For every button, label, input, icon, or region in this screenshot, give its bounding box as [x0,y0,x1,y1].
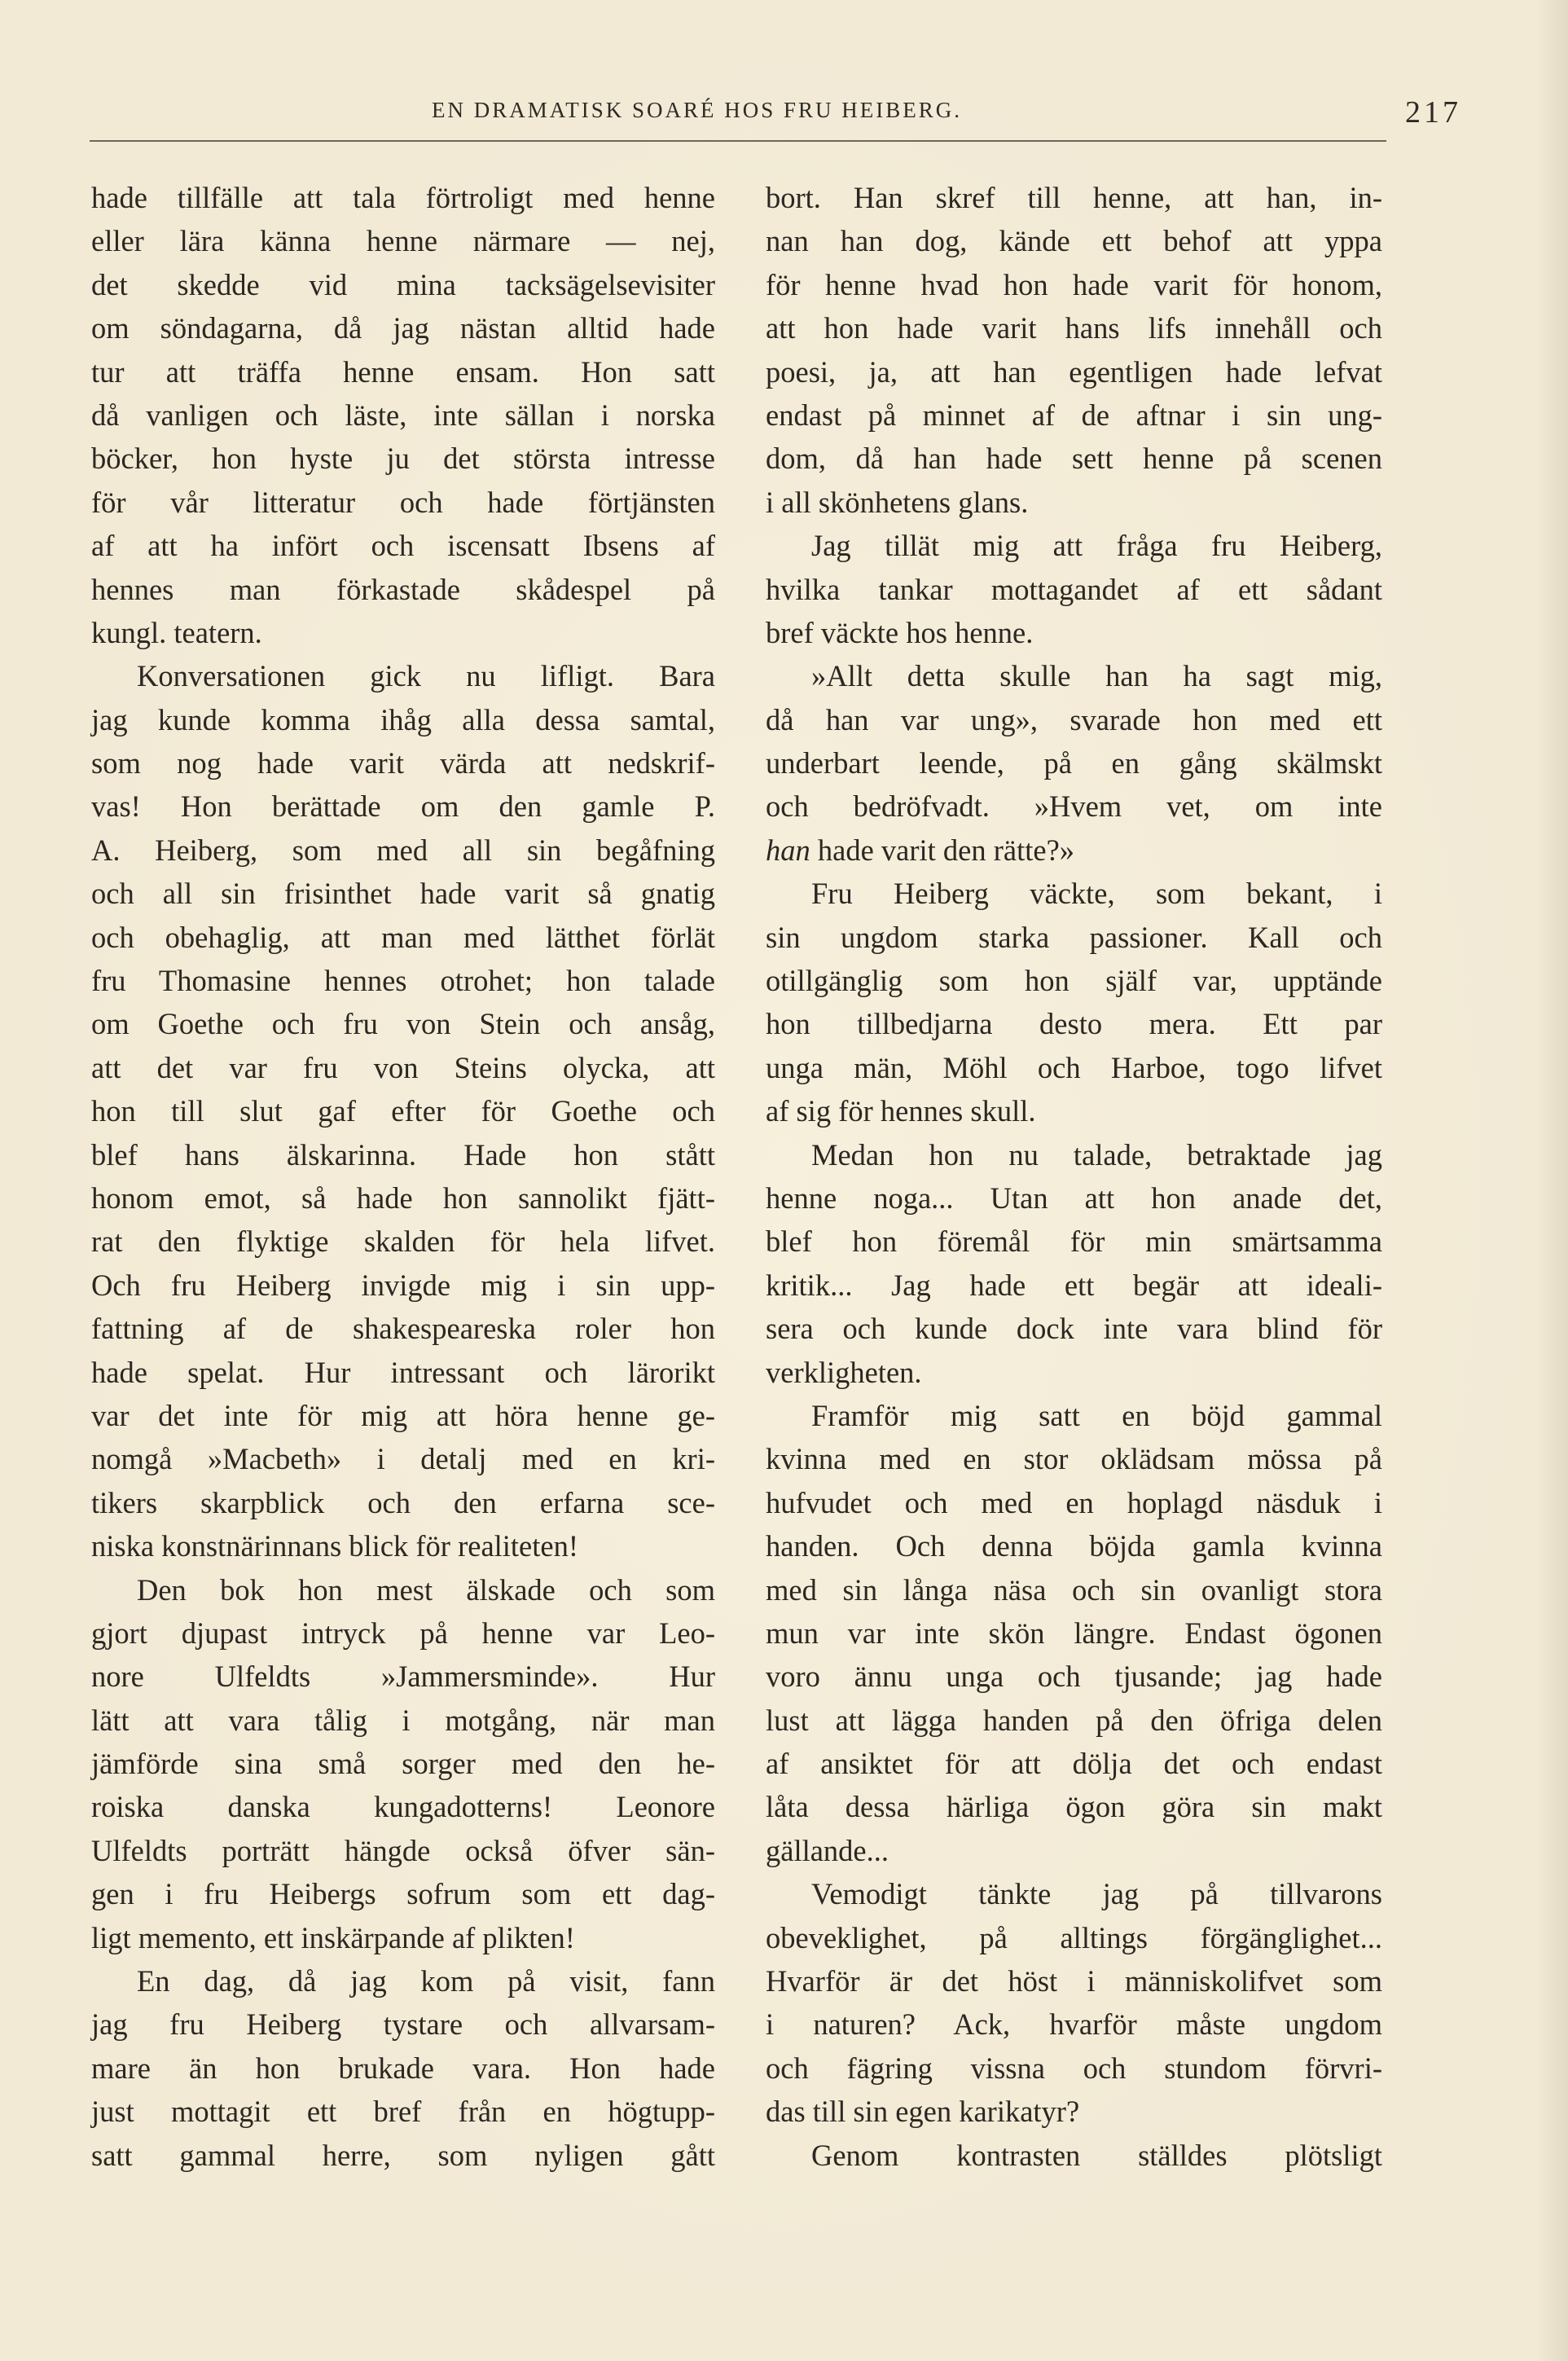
text-line: handen. Och denna böjda gamla kvinna [766,1529,1382,1563]
text-line: henne noga... Utan att hon anade det, [766,1180,1382,1215]
text-line: fru Thomasine hennes otrohet; hon talade [91,964,715,998]
text-line: lätt att vara tålig i motgång, när man [91,1703,715,1737]
text-line: nore Ulfeldts »Jammersminde». Hur [91,1660,715,1694]
text-line: Den bok hon mest älskade och som [137,1572,715,1607]
text-line: och obehaglig, att man med lätthet förlät [91,920,715,954]
text-line: niska konstnärinnans blick för realiteten! [91,1529,579,1563]
text-line: jag fru Heiberg tystare och allvarsam- [91,2007,715,2042]
text-line: hon tillbedjarna desto mera. Ett par [766,1007,1382,1041]
text-line: sera och kunde dock inte vara blind för [766,1312,1382,1346]
text-line: gen i fru Heibergs sofrum som ett dag- [91,1877,715,1911]
text-line: Hvarför är det höst i människolifvet som [766,1964,1382,1998]
text-line: böcker, hon hyste ju det största intresse [91,442,715,476]
text-line: om Goethe och fru von Stein och ansåg, [91,1007,715,1041]
text-line: mare än hon brukade vara. Hon hade [91,2051,715,2085]
text-line: gjort djupast intryck på henne var Leo- [91,1616,715,1650]
page-edge-shadow [1535,0,1568,2361]
text-line: Genom kontrasten ställdes plötsligt [811,2138,1382,2172]
text-line: Ulfeldts porträtt hängde också öfver sän- [91,1833,715,1867]
left-text-column [91,176,715,2177]
text-line: roiska danska kungadotterns! Leonore [91,1790,715,1824]
text-line: jag kunde komma ihåg alla dessa samtal, [91,702,715,736]
text-line: ligt memento, ett inskärpande af plikten! [91,1920,575,1954]
text-line: just mottagit ett bref från en högtupp- [91,2095,715,2129]
text-line: af att ha infört och iscensatt Ibsens af [91,529,715,563]
text-line: das till sin egen karikatyr? [766,2095,1080,2129]
text-line: kungl. teatern. [91,615,262,649]
text-line: om söndagarna, då jag nästan alltid hade [91,311,715,345]
text-line: voro ännu unga och tjusande; jag hade [766,1660,1382,1694]
text-line: det skedde vid mina tacksägelsevisiter [91,267,715,301]
text-line: Fru Heiberg väckte, som bekant, i [811,877,1382,911]
text-line: och bedröfvadt. »Hvem vet, om inte [766,789,1382,824]
text-line: tikers skarpblick och den erfarna sce- [91,1485,715,1519]
text-line: En dag, då jag kom på visit, fann [137,1964,715,1998]
text-line: tur att träffa henne ensam. Hon satt [91,354,715,389]
text-line: som nog hade varit värda att nedskrif- [91,746,715,780]
text-line: låta dessa härliga ögon göra sin makt [766,1790,1382,1824]
text-line: Medan hon nu talade, betraktade jag [811,1137,1382,1172]
text-line: underbart leende, på en gång skälmskt [766,746,1382,780]
text-line: nomgå »Macbeth» i detalj med en kri- [91,1442,715,1476]
text-line: sin ungdom starka passioner. Kall och [766,920,1382,954]
text-line: i naturen? Ack, hvarför måste ungdom [766,2007,1382,2042]
text-line: han hade varit den rätte?» [766,833,1075,867]
page-header [90,91,1466,140]
text-line: af sig för hennes skull. [766,1094,1036,1128]
text-line: Vemodigt tänkte jag på tillvarons [811,1877,1382,1911]
text-line: då vanligen och läste, inte sällan i norska [91,398,715,432]
header-rule [90,140,1386,142]
page-number: 217 [1405,95,1461,130]
text-line: med sin långa näsa och sin ovanligt stora [766,1572,1382,1607]
text-line: och fägring vissna och stundom förvri- [766,2051,1382,2085]
text-line: honom emot, så hade hon sannolikt fjätt- [91,1180,715,1215]
right-text-column [766,176,1382,2177]
italic-word: han [766,833,810,867]
text-line: obeveklighet, på alltings förgänglighet... [766,1920,1382,1954]
text-line: bort. Han skref till henne, att han, in- [766,181,1382,214]
text-line: rat den flyktige skalden för hela lifvet. [91,1224,715,1259]
text-line: »Allt detta skulle han ha sagt mig, [811,659,1382,693]
text-line: blef hans älskarinna. Hade hon stått [91,1137,715,1172]
text-line: dom, då han hade sett henne på scenen [766,442,1382,476]
text-line: lust att lägga handen på den öfriga delen [766,1703,1382,1737]
text-line: nan han dog, kände ett behof att yppa [766,224,1382,258]
text-line: otillgänglig som hon själf var, upptände [766,964,1382,998]
text-line: bref väckte hos henne. [766,615,1034,649]
text-line: gällande... [766,1833,889,1867]
text-line: i all skönhetens glans. [766,485,1029,519]
text-line: var det inte för mig att höra henne ge- [91,1398,715,1432]
text-line: endast på minnet af de aftnar i sin ung- [766,398,1382,432]
text-line: jämförde sina små sorger med den he- [91,1747,715,1781]
text-line: då han var ung», svarade hon med ett [766,702,1382,736]
text-line: och all sin frisinthet hade varit så gnatig [91,877,715,911]
text-line: för vår litteratur och hade förtjänsten [91,485,715,519]
text-line: hvilka tankar mottagandet af ett sådant [766,572,1382,606]
text-line: Konversationen gick nu lifligt. Bara [137,659,715,693]
running-title: EN DRAMATISK SOARÉ HOS FRU HEIBERG. [432,98,963,122]
text-line: Framför mig satt en böjd gammal [811,1398,1382,1432]
text-line: hade tillfälle att tala förtroligt med henne [91,181,715,214]
text-line: kvinna med en stor oklädsam mössa på [766,1442,1382,1476]
text-line: kritik... Jag hade ett begär att ideali- [766,1268,1382,1302]
text-line: hufvudet och med en hoplagd näsduk i [766,1485,1382,1519]
text-line: fattning af de shakespeareska roler hon [91,1312,715,1346]
text-line: eller lära känna henne närmare — nej, [91,224,715,258]
text-line: vas! Hon berättade om den gamle P. [91,789,715,824]
text-line: A. Heiberg, som med all sin begåfning [91,833,715,867]
text-line: att det var fru von Steins olycka, att [91,1050,715,1084]
text-line: Och fru Heiberg invigde mig i sin upp- [91,1268,715,1302]
text-line: poesi, ja, att han egentligen hade lefvat [766,354,1382,389]
text-line: satt gammal herre, som nyligen gått [91,2138,715,2172]
text-line: unga män, Möhl och Harboe, togo lifvet [766,1050,1382,1084]
text-line: mun var inte skön längre. Endast ögonen [766,1616,1382,1650]
text-line: för henne hvad hon hade varit för honom, [766,267,1382,301]
text-line: hon till slut gaf efter för Goethe och [91,1094,715,1128]
text-line: hennes man förkastade skådespel på [91,572,715,606]
text-line: af ansiktet för att dölja det och endast [766,1747,1382,1781]
text-line: hade spelat. Hur intressant och lärorikt [91,1355,715,1389]
text-line: blef hon föremål för min smärtsamma [766,1224,1382,1259]
text-line: att hon hade varit hans lifs innehåll och [766,311,1382,345]
text-line: verkligheten. [766,1355,922,1389]
text-line: Jag tillät mig att fråga fru Heiberg, [811,529,1382,563]
